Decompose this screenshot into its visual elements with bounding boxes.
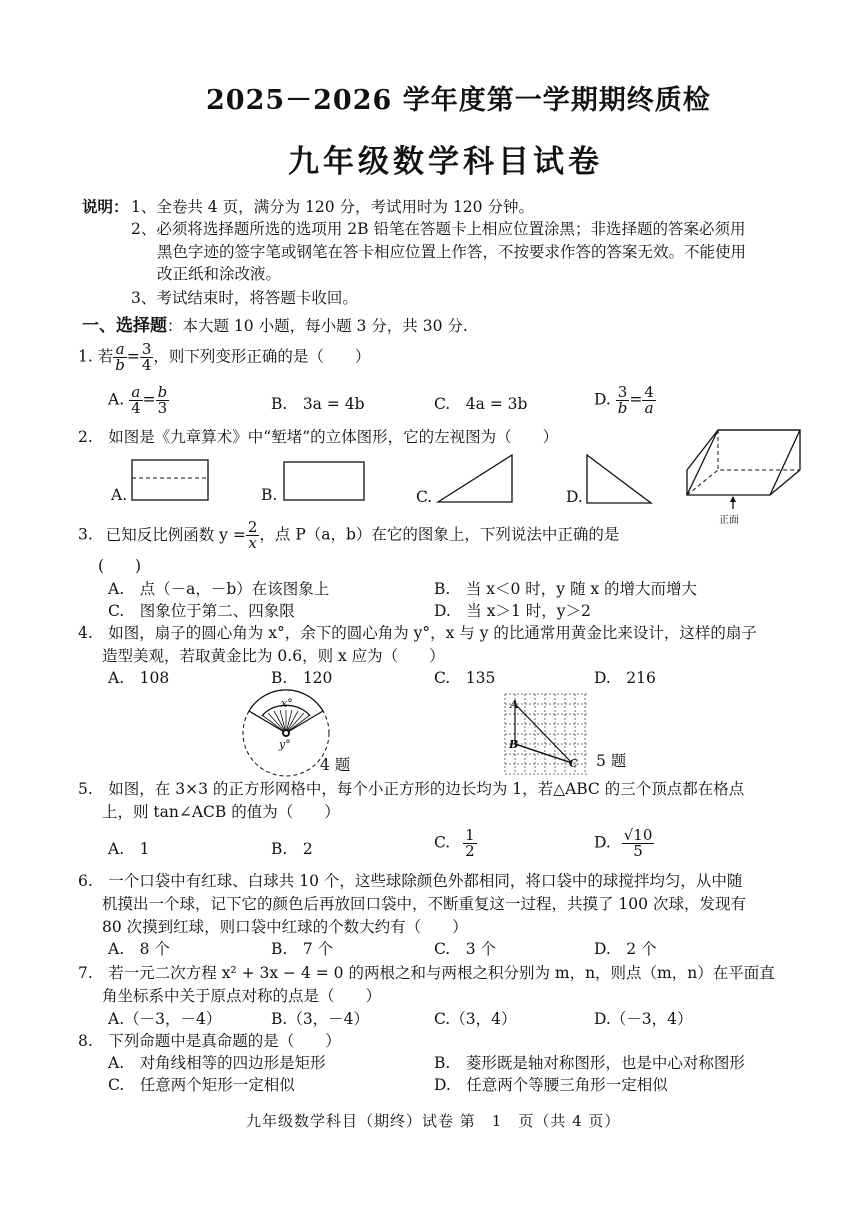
q7-option-d: D.（－3，4） [594,1010,693,1028]
q5-option-d: D. $\frac{√10}{5}$ [594,826,653,860]
q5-fig-label: 5 题 [596,752,627,770]
q6-stem-2: 机摸出一个球，记下它的颜色后再放回口袋中，不断重复这一过程，共摸了 100 次球，发现有 [102,895,746,913]
q4-stem-2: 造型美观，若取黄金比为 0.6，则 x 应为（ ） [102,647,445,665]
q1-option-b: B. 3a = 4b [271,395,365,413]
note-3: 3、考试结束时，将答题卡收回。 [131,289,358,307]
q6-stem-1: 6. 一个口袋中有红球、白球共 10 个，这些球除颜色外都相同，将口袋中的球搅拌均匀，从中随 [78,872,743,890]
q5-option-b: B. 2 [271,840,313,858]
q5-fig-b: B [509,738,519,751]
q3-option-c: C. 图象位于第二、四象限 [108,602,295,620]
q3-option-d: D. 当 x＞1 时，y＞2 [434,602,591,620]
q4-option-a: A. 108 [108,669,170,687]
q1-option-a: A. $\frac{a}{4}$ = $\frac{b}{3}$ [108,383,168,417]
exam-title: 2025－2026 学年度第一学期期终质检 [206,85,711,116]
q7-stem-2: 角坐标系中关于原点对称的点是（ ） [102,987,382,1005]
q8-stem: 8. 下列命题中是真命题的是（ ） [78,1032,341,1050]
q7-option-c: C.（3，4） [434,1010,517,1028]
q1-frac-right: $\frac{3}{4}$ [141,340,152,374]
q5-fig-c: C [569,757,578,770]
q2-stem: 2. 如图是《九章算术》中“堑堵”的立体图形，它的左视图为（ ） [78,428,559,446]
page-footer: 九年级数学科目（期终）试卷 第 1 页（共 4 页） [246,1112,621,1130]
q5-option-a: A. 1 [108,840,150,858]
q6-option-b: B. 7 个 [271,940,334,958]
q6-stem-3: 80 次摸到红球，则口袋中红球的个数大约有（ ） [102,918,468,936]
section-title: 一、选择题 [82,316,167,336]
q6-option-d: D. 2 个 [594,940,657,958]
q2-option-b: B. [261,486,278,504]
note-2a: 2、必须将选择题所选的选项用 2B 铅笔在答题卡上相应位置涂黑；非选择题的答案必须用 [131,220,746,238]
q3-option-b: B. 当 x＜0 时，y 随 x 的增大而增大 [434,580,698,598]
q5-fig-a: A [510,698,519,711]
q4-fig-y: y° [279,738,291,751]
q5-stem-1: 5. 如图，在 3×3 的正方形网格中，每个小正方形的边长均为 1，若△ABC 的三个顶点都在格点 [78,780,745,798]
notes-label: 说明： [82,197,129,216]
q2-front-label: 正面 [719,515,739,526]
q6-option-c: C. 3 个 [434,940,497,958]
q8-option-a: A. 对角线相等的四边形是矩形 [108,1054,326,1072]
q3-option-a: A. 点（－a，－b）在该图象上 [108,580,330,598]
q4-option-c: C. 135 [434,669,496,687]
note-1: 1、全卷共 4 页，满分为 120 分，考试用时为 120 分钟。 [131,198,534,216]
q8-option-c: C. 任意两个矩形一定相似 [108,1076,295,1094]
q3-bracket: ( ) [98,557,142,575]
q7-option-a: A.（－3，－4） [108,1010,222,1028]
q1-post: ，则下列变形正确的是（ ） [153,347,371,366]
q3-stem: 3. 已知反比例函数 y = $\frac{2}{x}$ ，点 P（a，b）在它的图象上，下列说法中正确的是 [78,518,620,552]
q4-fig-x: x° [281,697,293,710]
q8-option-d: D. 任意两个等腰三角形一定相似 [434,1076,668,1094]
q5-stem-2: 上，则 tan∠ACB 的值为（ ） [102,803,340,821]
q4-fig-label: 4 题 [320,756,351,774]
q7-option-b: B.（3，－4） [271,1010,370,1028]
note-2b: 黑色字迹的签字笔或钢笔在答卡相应位置上作答，不按要求作答的答案无效。不能使用 [157,243,747,261]
q1-pre: 若 [97,347,114,366]
q4-stem-1: 4. 如图，扇子的圆心角为 x°，余下的圆心角为 y°，x 与 y 的比通常用黄金比来设计，这样的扇子 [78,624,757,642]
q1-frac-left: $\frac{a}{b}$ [115,340,125,374]
note-2c: 改正纸和涂改液。 [157,265,282,283]
q6-option-a: A. 8 个 [108,940,170,958]
q1-stem: 1. 若 $\frac{a}{b}$ = $\frac{3}{4}$ ，则下列变形正确的是（ ） [78,340,371,374]
q2-option-a: A. [111,486,128,504]
paper-title: 九年级数学科目试卷 [288,144,603,180]
q8-option-b: B. 菱形既是轴对称图形，也是中心对称图形 [434,1054,745,1072]
section-desc: ：本大题 10 小题，每小题 3 分，共 30 分. [167,317,468,335]
q4-option-d: D. 216 [594,669,656,687]
q5-option-c: C. $\frac{1}{2}$ [434,826,475,860]
q2-option-d: D. [566,488,583,506]
q7-stem-1: 7. 若一元二次方程 x² + 3x − 4 = 0 的两根之和与两根之积分别为 m，n，则点（m，n）在平面直 [78,964,775,982]
q4-option-b: B. 120 [271,669,333,687]
q1-num: 1. [78,347,93,366]
q2-option-c: C. [416,488,433,506]
q1-option-d: D. $\frac{3}{b}$ = $\frac{4}{a}$ [594,383,654,417]
q1-option-c: C. 4a = 3b [434,395,528,413]
